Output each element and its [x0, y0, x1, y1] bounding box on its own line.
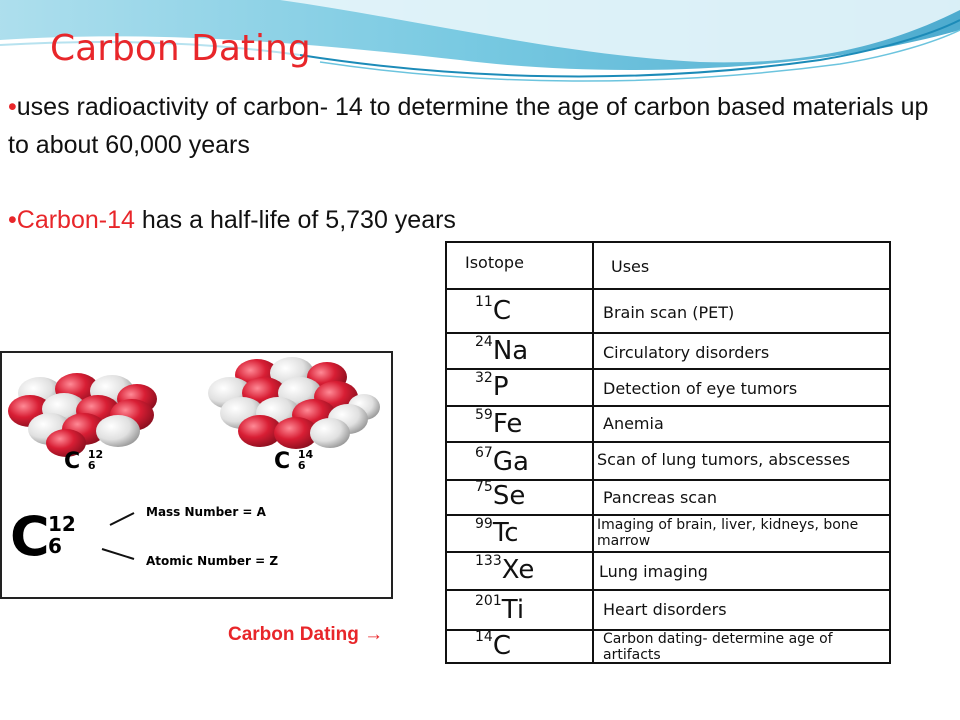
isotope-cell: $^{32}$P [475, 370, 509, 402]
use-cell: Brain scan (PET) [603, 303, 735, 322]
bullet-text: uses radioactivity of carbon- 14 to determine the age of carbon based materials up to about 60,000 years [8, 93, 929, 159]
bullet-radioactivity [8, 88, 953, 164]
table-row [447, 405, 889, 441]
slide-title: Carbon Dating [50, 28, 311, 69]
table-row [447, 441, 889, 479]
carbon14-highlight: Carbon-14 [16, 206, 135, 234]
isotope-cell: $^{59}$Fe [475, 407, 523, 439]
use-cell: Carbon dating- determine age of artifacts [603, 631, 833, 663]
header-uses: Uses [611, 257, 650, 276]
table-row [447, 589, 889, 629]
carbon14-label: C 14 6 [274, 448, 314, 474]
isotope-cell: $^{201}$Ti [475, 593, 525, 625]
isotope-cell: $^{67}$Ga [475, 445, 529, 477]
table-row [447, 332, 889, 368]
use-cell: Detection of eye tumors [603, 379, 798, 398]
table-row [447, 629, 889, 662]
carbon-nuclei-figure [0, 351, 393, 599]
bullet-half-life [8, 201, 456, 239]
isotope-cell: $^{75}$Se [475, 479, 526, 511]
atomic-number-definition: Atomic Number = Z [146, 554, 279, 568]
table-row [447, 551, 889, 589]
use-cell: Imaging of brain, liver, kidneys, bone marrow [597, 517, 859, 549]
table-row [447, 368, 889, 405]
isotope-cell: $^{24}$Na [475, 334, 529, 366]
use-cell: Scan of lung tumors, abscesses [597, 450, 851, 469]
use-cell: Lung imaging [599, 562, 708, 581]
carbon12-nucleus [8, 373, 157, 457]
bullet-marker: • [8, 93, 17, 121]
carbon12-label: C 12 6 [64, 448, 104, 474]
use-cell: Heart disorders [603, 600, 727, 619]
table-row [447, 479, 889, 514]
use-cell: Circulatory disorders [603, 343, 770, 362]
notation-numbers: 12 6 [48, 512, 76, 558]
use-cell: Pancreas scan [603, 488, 718, 507]
use-cell: Anemia [603, 414, 664, 433]
header-isotope: Isotope [465, 253, 524, 272]
isotope-cell: $^{11}$C [475, 294, 511, 326]
isotope-cell: $^{14}$C [475, 629, 511, 661]
isotope-cell: $^{99}$Tc [475, 516, 519, 548]
isotope-cell: $^{133}$Xe [475, 553, 535, 585]
carbon14-nucleus [208, 357, 380, 449]
bullet-marker: • [8, 206, 17, 234]
bullet-text: has a half-life of 5,730 years [134, 206, 456, 234]
table-row [447, 514, 889, 551]
carbon-dating-pointer-caption: Carbon Dating → [228, 624, 384, 645]
table-row [447, 288, 889, 332]
isotope-uses-table [445, 241, 891, 664]
notation-symbol: C [10, 505, 50, 568]
mass-number-definition: Mass Number = A [146, 505, 266, 519]
